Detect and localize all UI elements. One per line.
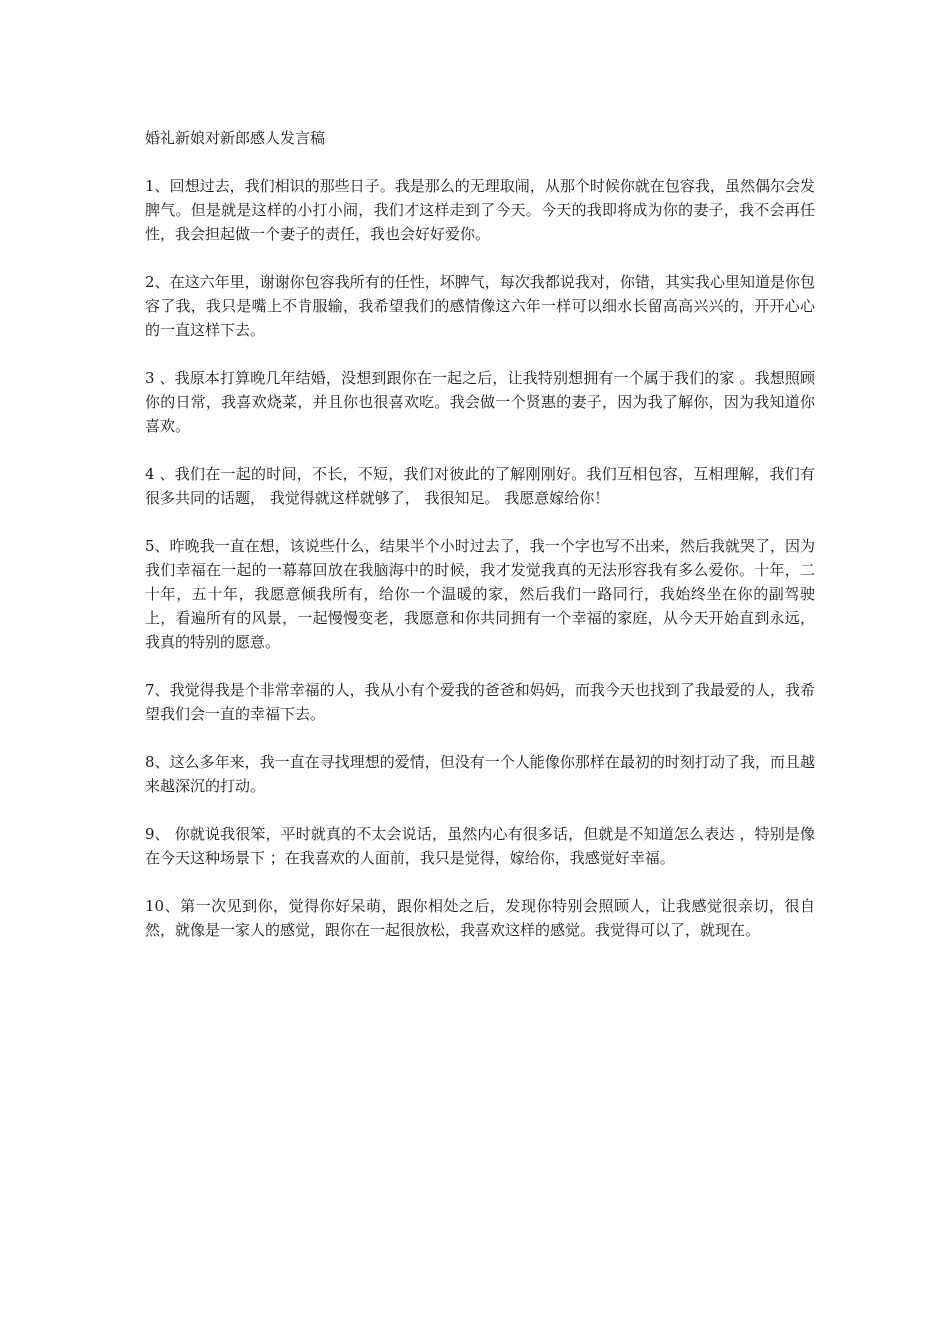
document-title: 婚礼新娘对新郎感人发言稿 [145, 129, 326, 147]
paragraph-2: 2、在这六年里，谢谢你包容我所有的任性，坏脾气，每次我都说我对，你错，其实我心里知道是你包容了我，我只是嘴上不肯服输，我希望我们的感情像这六年一样可以细水长留高高兴兴的，开开心心的一直这样下去。 [145, 273, 815, 339]
document-body [145, 126, 815, 966]
paragraph-8: 8、这么多年来，我一直在寻找理想的爱情，但没有一个人能像你那样在最初的时刻打动了我，而且越来越深沉的打动。 [145, 753, 815, 795]
paragraph-10: 10、第一次见到你，觉得你好呆萌，跟你相处之后，发现你特别会照顾人，让我感觉很亲切，很自然，就像是一家人的感觉，跟你在一起很放松，我喜欢这样的感觉。我觉得可以了，就现在。 [145, 897, 815, 939]
paragraph-4: 4 、我们在一起的时间，不长，不短，我们对彼此的了解刚刚好。我们互相包容，互相理解，我们有很多共同的话题， 我觉得就这样就够了， 我很知足。 我愿意嫁给你！ [145, 465, 815, 507]
paragraph-7: 7、我觉得我是个非常幸福的人，我从小有个爱我的爸爸和妈妈，而我今天也找到了我最爱的人，我希望我们会一直的幸福下去。 [145, 681, 815, 723]
paragraph-9: 9、 你就说我很笨，平时就真的不太会说话，虽然内心有很多话，但就是不知道怎么表达 ，特别是像在今天这种场景下 ；在我喜欢的人面前，我只是觉得，嫁给你，我感觉好幸福。 [145, 825, 815, 867]
paragraph-1: 1、回想过去，我们相识的那些日子。我是那么的无理取闹，从那个时候你就在包容我，虽然偶尔会发脾气。但是就是这样的小打小闹，我们才这样走到了今天。今天的我即将成为你的妻子，我不会再任性，我会担起做一个妻子的责任，我也会好好爱你。 [145, 177, 815, 243]
paragraph-3: 3 、我原本打算晚几年结婚，没想到跟你在一起之后，让我特别想拥有一个属于我们的家 。我想照顾你的日常，我喜欢烧菜，并且你也很喜欢吃。我会做一个贤惠的妻子，因为我了解你，因为我知道你喜欢。 [145, 369, 815, 435]
paragraph-5: 5、昨晚我一直在想，该说些什么，结果半个小时过去了，我一个字也写不出来，然后我就哭了，因为我们幸福在一起的一幕幕回放在我脑海中的时候，我才发觉我真的无法形容我有多么爱你。十年，二十年，五十年，我愿意倾我所有，给你一个温暖的家，然后我们一路同行，我始终坐在你的副驾驶上，看遍所有的风景，一起慢慢变老，我愿意和你共同拥有一个幸福的家庭，从今天开始直到永远，我真的特别的愿意。 [145, 537, 815, 651]
